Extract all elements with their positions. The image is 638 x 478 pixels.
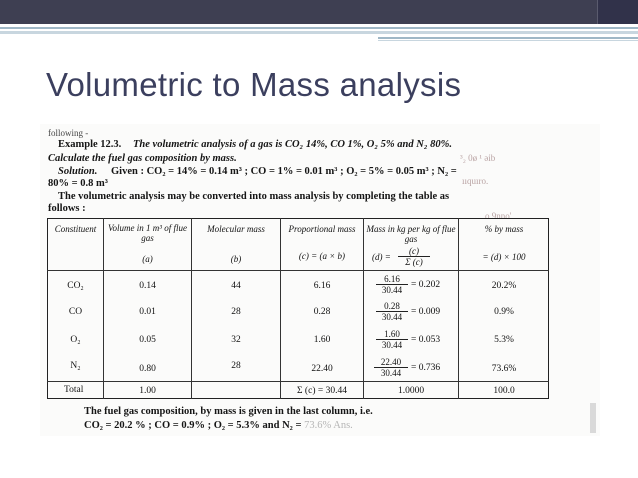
fraction-denominator: 30.44 (380, 368, 402, 378)
fraction-numerator: (c) (398, 246, 430, 257)
divider-rule-right (378, 40, 638, 41)
row-molecular-mass: 44 (231, 281, 241, 291)
row-mass-fraction (376, 329, 408, 350)
row-percent: 20.2% (491, 281, 517, 291)
calculate-line: Calculate the fuel gas composition by mass. (48, 153, 237, 164)
row-volume: 0.80 (139, 364, 156, 374)
table-total-divider (47, 381, 549, 382)
total-percent: 100.0 (493, 386, 515, 396)
header-constituent: Constituent (54, 224, 97, 234)
fraction-numerator: 1.60 (376, 329, 408, 340)
total-volume: 1.00 (139, 386, 156, 396)
result-line: The fuel gas composition, by mass is given in the last column, i.e. (84, 406, 373, 417)
subheader-e: = (d) × 100 (482, 252, 526, 262)
row-proportional-mass: 1.60 (313, 335, 331, 345)
fraction-numerator: 0.28 (376, 301, 408, 312)
total-mass-kg: 1.0000 (397, 386, 425, 396)
margin-note: o 9nno' (485, 211, 512, 221)
row-proportional-mass: 0.28 (313, 307, 331, 317)
row-constituent: N₂ (70, 361, 81, 371)
fraction-numerator: 6.16 (376, 274, 408, 285)
subheader-b: (b) (230, 254, 242, 264)
fraction-denominator: 30.44 (381, 312, 403, 322)
row-mass-kg: = 0.053 (411, 335, 441, 345)
row-percent: 0.9% (494, 307, 514, 317)
total-proportional-mass: Σ (c) = 30.44 (297, 386, 347, 396)
row-mass-kg: = 0.009 (411, 307, 441, 317)
header-molecular-mass: Molecular mass (207, 224, 265, 234)
row-volume: 0.14 (139, 281, 156, 291)
result-values (84, 420, 353, 431)
fraction-numerator: 22.40 (374, 357, 408, 368)
example-label: Example 12.3. (58, 139, 122, 150)
scan-edge-mark (590, 403, 596, 433)
fraction-denominator: 30.44 (381, 340, 403, 350)
subheader-c: (c) = (a × b) (298, 251, 346, 261)
row-mass-fraction (374, 357, 408, 378)
n2-line: 80% = 0.8 m³ (48, 178, 108, 189)
row-molecular-mass: 28 (231, 307, 241, 317)
slide-title: Volumetric to Mass analysis (46, 66, 462, 103)
row-mass-kg: = 0.202 (411, 280, 441, 290)
row-percent: 5.3% (494, 335, 514, 345)
row-proportional-mass: 22.40 (311, 364, 333, 374)
header-mass-kg: Mass in kg per kg of flue gas (366, 224, 456, 244)
result-values-faded: 73.6% Ans. (304, 420, 353, 431)
given-line: Given : CO₂ = 14% = 0.14 m³ ; CO = 1% = 0.01 m³ ; O₂ = 5% = 0.05 m³ ; N₂ = (111, 166, 457, 177)
follows-line: follows : (48, 203, 86, 214)
margin-note: ³₂ 0ø ¹ əib (460, 153, 496, 163)
row-mass-fraction (376, 301, 408, 322)
total-label: Total (64, 385, 84, 395)
divider-rule (0, 31, 638, 34)
table-header-divider (47, 270, 549, 271)
solution-label: Solution. (58, 166, 98, 177)
subheader-d-fraction (398, 246, 430, 267)
header-volume: Volume in 1 m³ of flue gas (108, 223, 187, 243)
table-column-divider (363, 218, 364, 399)
row-constituent: CO₂ (67, 281, 84, 291)
row-volume: 0.05 (139, 335, 156, 345)
example-text: The volumetric analysis of a gas is CO₂ 14%, CO 1%, O₂ 5% and N₂ 80%. (133, 139, 452, 150)
convert-line: The volumetric analysis may be converted into mass analysis by completing the table as (58, 191, 450, 202)
cut-off-text: followi​ng - (48, 128, 89, 138)
result-values-main: CO₂ = 20.2 % ; CO = 0.9% ; O₂ = 5.3% and N₂ = (84, 420, 305, 431)
divider-rule (0, 27, 638, 29)
header-proportional-mass: Proportional mass (288, 224, 356, 234)
row-volume: 0.01 (139, 307, 156, 317)
row-constituent: CO (68, 307, 83, 317)
row-proportional-mass: 6.16 (313, 281, 331, 291)
margin-note: ııquıro. (462, 176, 489, 186)
header-percent-mass: % by mass (484, 224, 524, 234)
row-mass-kg: = 0.736 (411, 363, 441, 373)
subheader-d-label: (d) = (372, 252, 391, 262)
row-percent: 73.6% (491, 364, 517, 374)
top-banner (0, 0, 638, 24)
row-molecular-mass: 32 (231, 335, 241, 345)
row-constituent: O₂ (70, 335, 81, 345)
row-mass-fraction (376, 274, 408, 295)
fraction-denominator: Σ (c) (405, 257, 423, 267)
row-molecular-mass: 28 (231, 361, 241, 371)
fraction-denominator: 30.44 (381, 285, 403, 295)
divider-rule-right (378, 37, 638, 39)
subheader-a: (a) (142, 254, 153, 264)
top-banner-corner (597, 0, 638, 24)
